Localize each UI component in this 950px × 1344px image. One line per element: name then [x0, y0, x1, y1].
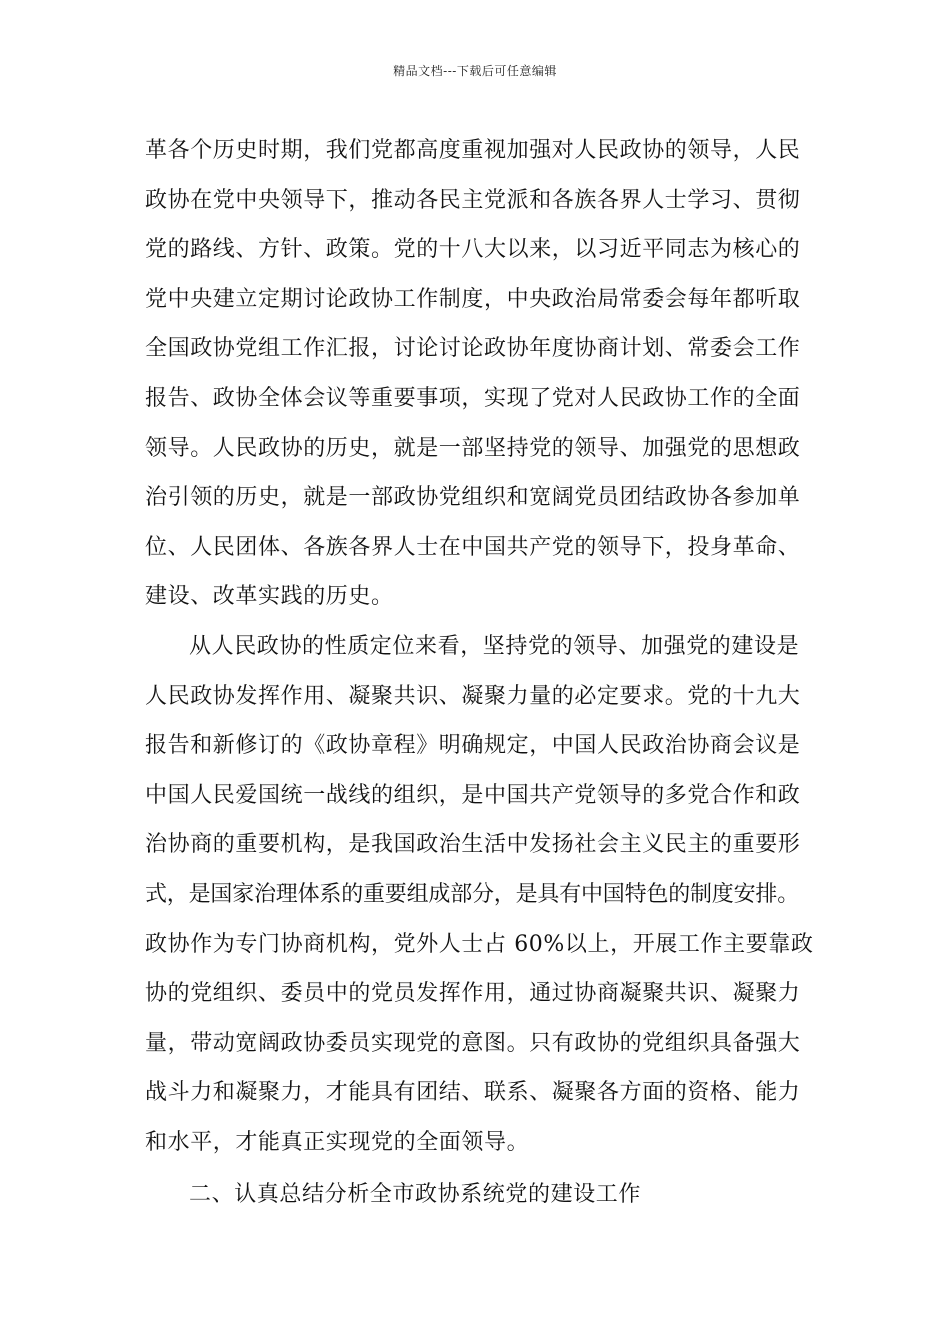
- paragraph-first-line: 从人民政协的性质定位来看，坚持党的领导、加强党的建设是: [189, 633, 800, 659]
- text-line: 全国政协党组工作汇报，讨论讨论政协年度协商计划、常委会工作: [145, 336, 801, 362]
- text-line: 领导。人民政协的历史，就是一部坚持党的领导、加强党的思想政: [145, 435, 801, 461]
- text-line: 党中央建立定期讨论政协工作制度，中央政治局常委会每年都听取: [145, 286, 801, 312]
- text-line: 式，是国家治理体系的重要组成部分，是具有中国特色的制度安排。: [145, 881, 800, 907]
- text-line: 报告和新修订的《政协章程》明确规定，中国人民政治协商会议是: [145, 733, 801, 759]
- text-line: 人民政协发挥作用、凝聚共识、凝聚力量的必定要求。党的十九大: [145, 683, 801, 709]
- text-line: 报告、政协全体会议等重要事项，实现了党对人民政协工作的全面: [145, 385, 801, 411]
- body-text: [145, 126, 814, 1167]
- section-heading: 二、认真总结分析全市政协系统党的建设工作: [189, 1182, 642, 1207]
- text-line: 政协作为专门协商机构，党外人士占 60%以上，开展工作主要靠政: [145, 931, 814, 957]
- text-line: 治引领的历史，就是一部政协党组织和宽阔党员团结政协各参加单: [145, 485, 801, 511]
- text-line: 革各个历史时期，我们党都高度重视加强对人民政协的领导，人民: [145, 138, 801, 163]
- text-line: 量，带动宽阔政协委员实现党的意图。只有政协的党组织具备强大: [145, 1030, 801, 1056]
- text-line: 协的党组织、委员中的党员发挥作用，通过协商凝聚共识、凝聚力: [145, 981, 801, 1007]
- text-line: 治协商的重要机构，是我国政治生活中发扬社会主义民主的重要形: [145, 832, 801, 858]
- text-line: 政协在党中央领导下，推动各民主党派和各族各界人士学习、贯彻: [145, 187, 801, 213]
- text-line: 党的路线、方针、政策。党的十八大以来，以习近平同志为核心的: [145, 237, 801, 263]
- text-line: 建设、改革实践的历史。: [145, 584, 394, 610]
- text-line: 位、人民团体、各族各界人士在中国共产党的领导下，投身革命、: [145, 534, 801, 560]
- page-header: 精品文档---下载后可任意编辑: [393, 64, 557, 78]
- text-line: 战斗力和凝聚力，才能具有团结、联系、凝聚各方面的资格、能力: [145, 1080, 801, 1106]
- text-line: 中国人民爱国统一战线的组织，是中国共产党领导的多党合作和政: [145, 782, 801, 808]
- text-line: 和水平，才能真正实现党的全面领导。: [145, 1129, 530, 1155]
